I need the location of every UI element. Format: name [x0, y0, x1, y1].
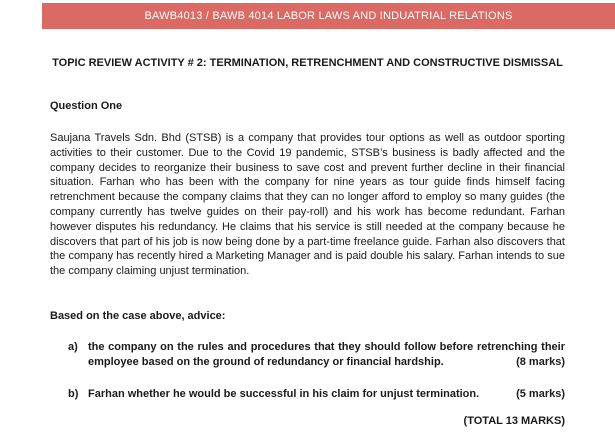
activity-title: TOPIC REVIEW ACTIVITY # 2: TERMINATION, RETRENCHMENT AND CONSTRUCTIVE DISMISSAL: [52, 57, 563, 69]
total-marks: (TOTAL 13 MARKS): [463, 415, 565, 427]
course-header-banner: [42, 3, 615, 29]
item-marks: (8 marks): [516, 356, 565, 368]
item-body: [88, 387, 565, 402]
item-text: Farhan whether he would be successful in his claim for unjust termination.: [88, 388, 480, 400]
task-item-b: [68, 387, 565, 402]
task-list: [68, 340, 565, 419]
item-label: a): [68, 341, 78, 353]
task-item-a: [68, 340, 565, 370]
question-heading: Question One: [50, 100, 123, 112]
item-text: the company on the rules and procedures that they should follow before retrenching their employee based on the ground of redundancy or financial hardship.: [88, 341, 565, 368]
case-paragraph: Saujana Travels Sdn. Bhd (STSB) is a company that provides tour options as well as outdoor sporting activities to their customer. Due to the Covid 19 pandemic, STSB’s business is badly affected and the company decides to reorganize their business to save cost and prevent further decline in their financial situation. Farhan who has been with the company for nine years as tour guide finds himself facing retrenchment because the company claims that they can no longer afford to employ so many guides (the company currently has twelve guides on their pay-roll) and his work has become redundant. Farhan however disputes his redundancy. He claims that his service is still needed at the company because he discovers that part of his job is now being done by a part-time freelance guide. Farhan also discovers that the company has recently hired a Marketing Manager and is paid double his salary. Farhan intends to sue the company claiming unjust termination.: [50, 132, 565, 278]
item-marks: (5 marks): [516, 388, 565, 400]
course-title: BAWB4013 / BAWB 4014 LABOR LAWS AND INDUATRIAL RELATIONS: [144, 10, 513, 22]
instruction-line: Based on the case above, advice:: [50, 310, 226, 322]
item-body: [88, 340, 565, 370]
item-label: b): [68, 388, 79, 400]
